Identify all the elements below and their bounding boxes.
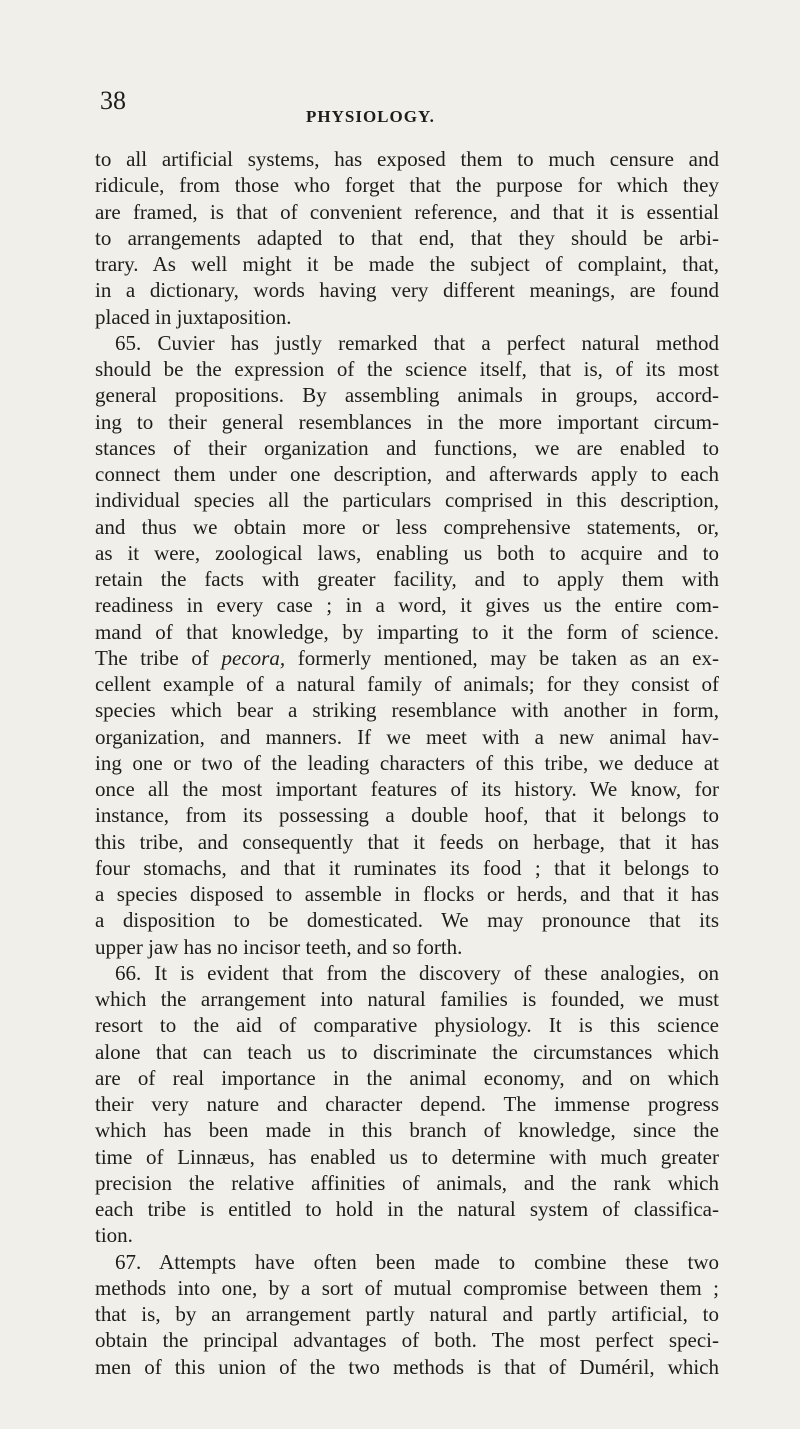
text-line: men of this union of the two methods is that of Duméril, which (95, 1354, 719, 1379)
text-line: a disposition to be domesticated. We may pronounce that its (95, 908, 719, 933)
running-head: PHYSIOLOGY. (306, 107, 435, 126)
text-line: organization, and manners. If we meet with a new animal hav- (95, 724, 719, 749)
text-line: in a dictionary, words having very different meanings, are found (95, 278, 719, 303)
text-line: that is, by an arrangement partly natural and partly artificial, to (95, 1302, 719, 1326)
paragraph-66-start: 66. It is evident that from the discovery of these analogies, on (115, 960, 719, 985)
text-line: are framed, is that of convenient reference, and that it is essential (95, 199, 719, 224)
text-line: which the arrangement into natural families is founded, we must (95, 987, 719, 1011)
text-line: retain the facts with greater facility, and to apply them with (95, 567, 719, 591)
text-line: ing one or two of the leading characters of this tribe, we deduce at (95, 750, 719, 775)
paragraph-65-start: 65. Cuvier has justly remarked that a perfect natural method (115, 330, 719, 355)
text-line: stances of their organization and functions, we are enabled to (95, 435, 719, 460)
text-line: tion. (95, 1223, 133, 1248)
text-line: which has been made in this branch of knowledge, since the (95, 1118, 719, 1143)
text-line: instance, from its possessing a double hoof, that it belongs to (95, 803, 719, 828)
text-line: individual species all the particulars comprised in this description, (95, 488, 719, 513)
text-line: should be the expression of the science itself, that is, of its most (95, 357, 719, 381)
text-line: cellent example of a natural family of animals; for they consist of (95, 672, 719, 696)
text-line: to arrangements adapted to that end, that they should be arbi- (95, 225, 719, 250)
text-line: as it were, zoological laws, enabling us both to acquire and to (95, 540, 719, 565)
text-line: ing to their general resemblances in the more important circum- (95, 409, 719, 434)
text-line-pecora (95, 645, 719, 671)
text-line: connect them under one description, and afterwards apply to each (95, 462, 719, 486)
text-line: are of real importance in the animal economy, and on which (95, 1065, 719, 1090)
text-line: a species disposed to assemble in flocks or herds, and that it has (95, 882, 719, 906)
text-line: once all the most important features of its history. We know, for (95, 777, 719, 801)
text-line: mand of that knowledge, by imparting to it the form of science. (95, 619, 719, 644)
pecora-term: pecora, (221, 645, 286, 670)
text-line: placed in juxtaposition. (95, 304, 292, 329)
text-line: each tribe is entitled to hold in the natural system of classifica- (95, 1197, 719, 1221)
text-line: and thus we obtain more or less comprehensive statements, or, (95, 514, 719, 539)
text-line: trary. As well might it be made the subject of complaint, that, (95, 252, 719, 276)
text-line: this tribe, and consequently that it feeds on herbage, that it has (95, 829, 719, 854)
paragraph-67-start: 67. Attempts have often been made to combine these two (115, 1249, 719, 1274)
text-line: their very nature and character depend. The immense progress (95, 1092, 719, 1116)
page-number: 38 (100, 86, 126, 115)
text-line: alone that can teach us to discriminate the circumstances which (95, 1039, 719, 1064)
body-text (95, 146, 719, 1380)
text-line: ridicule, from those who forget that the purpose for which they (95, 173, 719, 198)
text-line: upper jaw has no incisor teeth, and so forth. (95, 934, 463, 959)
text-line: four stomachs, and that it ruminates its food ; that it belongs to (95, 855, 719, 880)
text-line: resort to the aid of comparative physiology. It is this science (95, 1013, 719, 1038)
text-line: obtain the principal advantages of both. The most perfect speci- (95, 1328, 719, 1353)
pecora-before: The tribe of (95, 645, 222, 670)
text-line: to all artificial systems, has exposed them to much censure and (95, 147, 719, 171)
text-line: species which bear a striking resemblance with another in form, (95, 698, 719, 723)
text-line: methods into one, by a sort of mutual compromise between them ; (95, 1275, 719, 1300)
text-line: time of Linnæus, has enabled us to determine with much greater (95, 1144, 719, 1169)
pecora-after: formerly mentioned, may be taken as an ex- (285, 645, 719, 670)
text-line: precision the relative affinities of animals, and the rank which (95, 1170, 719, 1195)
text-line: readiness in every case ; in a word, it gives us the entire com- (95, 593, 719, 618)
text-line: general propositions. By assembling animals in groups, accord- (95, 383, 719, 408)
